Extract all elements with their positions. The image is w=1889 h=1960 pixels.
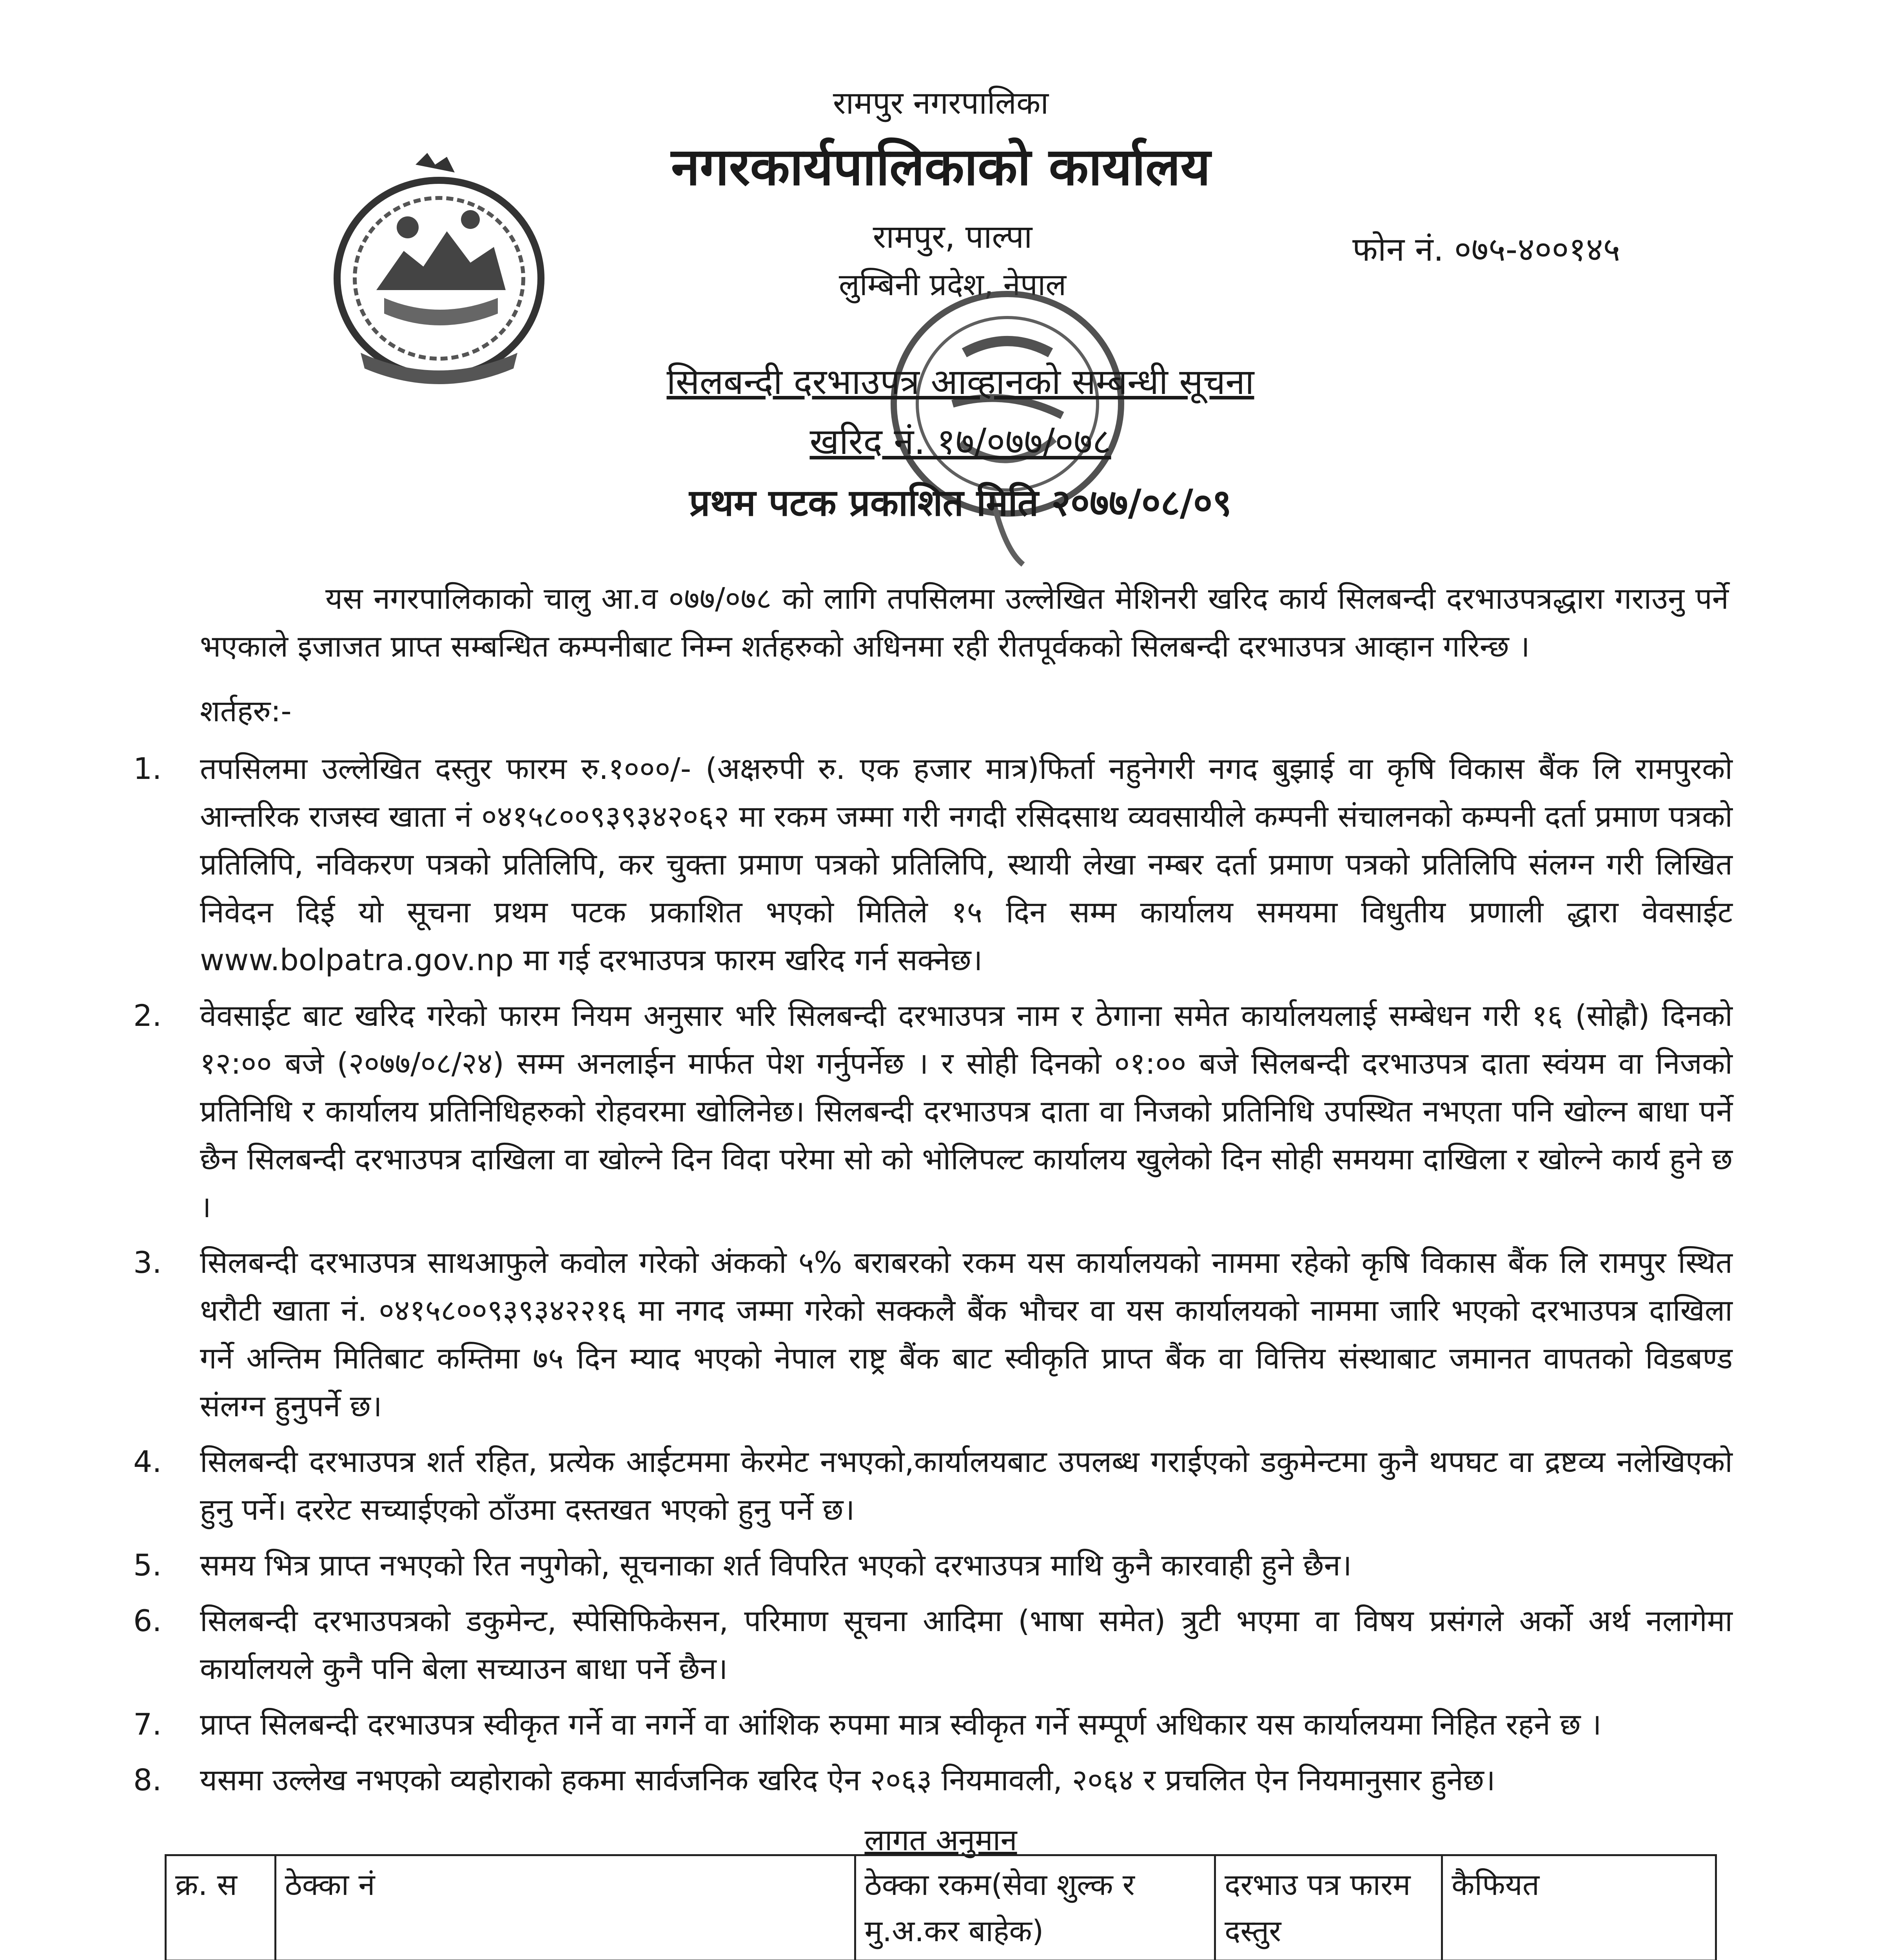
term-item: [133, 1239, 1733, 1430]
cost-estimate-title: लागत अनुमान: [864, 1822, 1017, 1857]
term-number: 2.: [133, 998, 162, 1033]
term-number: 6.: [133, 1603, 162, 1638]
terms-list: [133, 745, 1733, 1812]
nepal-emblem-icon: [329, 149, 549, 392]
header-remarks: कैफियत: [1442, 1855, 1716, 1960]
table-header-row: [166, 1855, 1716, 1960]
office-title: नगरकार्यपालिकाको कार्यालय: [671, 137, 1210, 197]
header-form-fee: दरभाउ पत्र फारम दस्तुर: [1215, 1855, 1442, 1960]
purchase-number: खरिद नं. १७/०७७/०७८: [809, 421, 1111, 463]
phone-number: फोन नं. ०७५-४००१४५: [1352, 230, 1620, 269]
notice-title: सिलबन्दी दरभाउपत्र आव्हानको सम्बन्धी सूचना: [666, 361, 1254, 403]
term-number: 3.: [133, 1245, 162, 1280]
office-province: लुम्बिनी प्रदेश, नेपाल: [838, 267, 1067, 303]
term-text: प्राप्त सिलबन्दी दरभाउपत्र स्वीकृत गर्ने वा नगर्ने वा आंशिक रुपमा मात्र स्वीकृत गर्ने सम्पूर्ण अधिकार यस कार्यालयमा निहित रहने छ ।: [200, 1707, 1602, 1742]
term-text: यसमा उल्लेख नभएको व्यहोराको हकमा सार्वजनिक खरिद ऐन २०६३ नियमावली, २०६४ र प्रचलित ऐन नियमानुसार हुनेछ।: [200, 1762, 1495, 1797]
term-number: 7.: [133, 1707, 162, 1742]
municipality-name: रामपुर नगरपालिका: [833, 85, 1049, 121]
intro-paragraph: यस नगरपालिकाको चालु आ.व ०७७/०७८ को लागि तपसिलमा उल्लेखित मेशिनरी खरिद कार्य सिलबन्दी दरभाउपत्रद्धारा गराउनु पर्ने भएकाले इजाजत प्राप्त सम्बन्धित कम्पनीबाट निम्न शर्तहरुको अधिनमा रही रीतपूर्वकको सिलबन्दी दरभाउपत्र आव्हान गरिन्छ ।: [200, 581, 1729, 664]
term-number: 4.: [133, 1444, 162, 1479]
term-number: 5.: [133, 1548, 162, 1583]
term-item: [133, 992, 1733, 1231]
header-contract-no: ठेक्का नं: [275, 1855, 855, 1960]
term-item: [133, 1438, 1733, 1534]
term-item: [133, 1541, 1733, 1589]
term-text: वेवसाईट बाट खरिद गरेको फारम नियम अनुसार भरि सिलबन्दी दरभाउपत्र नाम र ठेगाना समेत कार्यालयलाई सम्बेधन गरी १६ (सोह्रौ) दिनको १२:०० बजे (२०७७/०८/२४) सम्म अनलाईन मार्फत पेश गर्नुपर्नेछ । र सोही दिनको ०१:०० बजे सिलबन्दी दरभाउपत्र दाता स्वंयम वा निजको प्रतिनिधि र कार्यालय प्रतिनिधिहरुको रोहवरमा खोलिनेछ। सिलबन्दी दरभाउपत्र दाता वा निजको प्रतिनिधि उपस्थित नभएता पनि खोल्न बाधा पर्ने छैन सिलबन्दी दरभाउपत्र दाखिला वा खोल्ने दिन विदा परेमा सो को भोलिपल्ट कार्यालय खुलेको दिन सोही समयमा दाखिला र खोल्ने कार्य हुने छ ।: [200, 998, 1733, 1224]
publication-date: प्रथम पटक प्रकाशित मिति २०७७/०८/०९: [689, 482, 1232, 524]
term-number: 8.: [133, 1762, 162, 1797]
header-contract-amount: ठेक्का रकम(सेवा शुल्क र मु.अ.कर बाहेक): [855, 1855, 1215, 1960]
cost-estimate-table: [165, 1854, 1717, 1960]
term-item: [133, 1756, 1733, 1804]
header-serial: क्र. स: [166, 1855, 276, 1960]
term-item: [133, 1700, 1733, 1748]
office-address: रामपुर, पाल्पा: [873, 218, 1033, 256]
term-text: सिलबन्दी दरभाउपत्र शर्त रहित, प्रत्येक आईटममा केरमेट नभएको,कार्यालयबाट उपलब्ध गराईएको डकुमेन्टमा कुनै थपघट वा द्रष्टव्य नलेखिएको हुनु पर्ने। दररेट सच्याईएको ठाँउमा दस्तखत भएको हुनु पर्ने छ।: [200, 1444, 1733, 1527]
term-item: [133, 1597, 1733, 1693]
term-text: समय भित्र प्राप्त नभएको रित नपुगेको, सूचनाका शर्त विपरित भएको दरभाउपत्र माथि कुनै कारवाही हुने छैन।: [200, 1548, 1352, 1583]
term-number: 1.: [133, 751, 162, 786]
term-text: तपसिलमा उल्लेखित दस्तुर फारम रु.१०००/- (अक्षरुपी रु. एक हजार मात्र)फिर्ता नहुनेगरी नगद बुझाई वा कृषि विकास बैंक लि रामपुरको आन्तरिक राजस्व खाता नं ०४१५८००९३९३४२०६२ मा रकम जम्मा गरी नगदी रसिदसाथ व्यवसायीले कम्पनी संचालनको कम्पनी दर्ता प्रमाण पत्रको प्रतिलिपि, नविकरण पत्रको प्रतिलिपि, कर चुक्ता प्रमाण पत्रको प्रतिलिपि, स्थायी लेखा नम्बर दर्ता प्रमाण पत्रको प्रतिलिपि संलग्न गरी लिखित निवेदन दिई यो सूचना प्रथम पटक प्रकाशित भएको मितिले १५ दिन सम्म कार्यालय समयमा विधुतीय प्रणाली द्धारा वेवसाईट www.bolpatra.gov.np मा गई दरभाउपत्र फारम खरिद गर्न सक्नेछ।: [200, 751, 1733, 977]
term-text: सिलबन्दी दरभाउपत्र साथआफुले कवोल गरेको अंकको ५% बराबरको रकम यस कार्यालयको नाममा रहेको कृषि विकास बैंक लि रामपुर स्थित धरौटी खाता नं. ०४१५८००९३९३४२२१६ मा नगद जम्मा गरेको सक्कलै बैंक भौचर वा यस कार्यालयको नाममा जारि भएको दरभाउपत्र दाखिला गर्ने अन्तिम मितिबाट कम्तिमा ७५ दिन म्याद भएको नेपाल राष्ट्र बैंक बाट स्वीकृति प्राप्त बैंक वा वित्तिय संस्थाबाट जमानत वापतको विडबण्ड संलग्न हुनुपर्ने छ।: [200, 1245, 1733, 1423]
conditions-heading: शर्तहरु:-: [200, 693, 292, 728]
term-text: सिलबन्दी दरभाउपत्रको डकुमेन्ट, स्पेसिफिकेसन, परिमाण सूचना आदिमा (भाषा समेत) त्रुटी भएमा वा विषय प्रसंगले अर्को अर्थ नलागेमा कार्यालयले कुनै पनि बेला सच्याउन बाधा पर्ने छैन।: [200, 1603, 1733, 1686]
term-item: [133, 745, 1733, 984]
